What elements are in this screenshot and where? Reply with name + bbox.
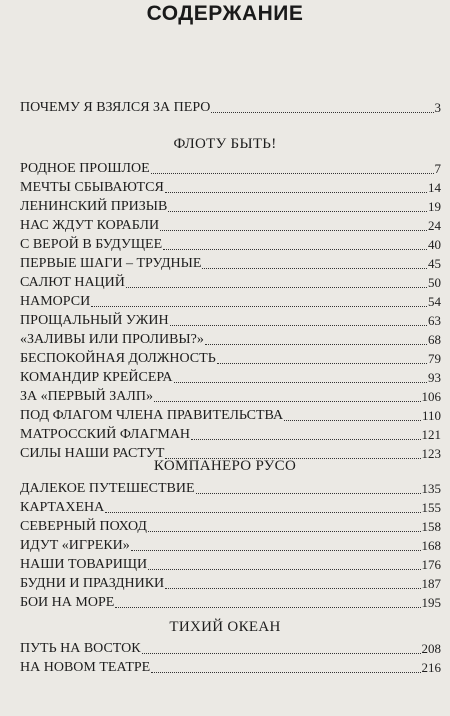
- entry-title: КАРТАХЕНА: [20, 500, 105, 515]
- entry-title: ПЕРВЫЕ ШАГИ – ТРУДНЫЕ: [20, 256, 202, 271]
- dot-leader: [217, 363, 427, 364]
- toc-entry[interactable]: [20, 424, 441, 443]
- toc-entry[interactable]: [20, 158, 441, 177]
- entry-title: СИЛЫ НАШИ РАСТУТ: [20, 446, 165, 461]
- entry-page: 110: [421, 408, 441, 423]
- toc-entry[interactable]: [20, 367, 441, 386]
- dot-leader: [115, 607, 420, 608]
- entry-title: БУДНИ И ПРАЗДНИКИ: [20, 576, 165, 591]
- entry-page: 3: [434, 100, 441, 115]
- dot-leader: [160, 230, 427, 231]
- section-heading: КОМПАНЕРО РУСО: [153, 458, 297, 474]
- toc-entry[interactable]: [20, 405, 441, 424]
- toc-entry[interactable]: [20, 638, 441, 657]
- entry-title: ЛЕНИНСКИЙ ПРИЗЫВ: [20, 199, 168, 214]
- toc-entry[interactable]: [20, 215, 441, 234]
- dot-leader: [202, 268, 427, 269]
- entry-title: МАТРОССКИЙ ФЛАГМАН: [20, 427, 191, 442]
- dot-leader: [105, 512, 420, 513]
- toc-entry[interactable]: [20, 310, 441, 329]
- entry-title: БОИ НА МОРЕ: [20, 595, 115, 610]
- dot-leader: [170, 325, 427, 326]
- entry-title: ПРОЩАЛЬНЫЙ УЖИН: [20, 313, 169, 328]
- entry-page: 208: [421, 641, 441, 656]
- entry-title: БЕСПОКОЙНАЯ ДОЛЖНОСТЬ: [20, 351, 216, 366]
- toc-section-3: [20, 638, 441, 676]
- entry-title: НАС ЖДУТ КОРАБЛИ: [20, 218, 160, 233]
- entry-title: СЕВЕРНЫЙ ПОХОД: [20, 519, 147, 534]
- entry-page: 106: [421, 389, 441, 404]
- entry-page: 168: [421, 538, 441, 553]
- entry-page: 45: [428, 256, 441, 271]
- entry-page: 187: [421, 576, 441, 591]
- toc-entry[interactable]: [20, 234, 441, 253]
- entry-page: 14: [428, 180, 441, 195]
- entry-title: С ВЕРОЙ В БУДУЩЕЕ: [20, 237, 163, 252]
- dot-leader: [154, 401, 421, 402]
- toc-entry[interactable]: [20, 535, 441, 554]
- section-heading: ФЛОТУ БЫТЬ!: [173, 136, 277, 152]
- dot-leader: [163, 249, 427, 250]
- entry-page: 123: [421, 446, 441, 461]
- dot-leader: [148, 569, 420, 570]
- toc-entry[interactable]: [20, 253, 441, 272]
- entry-title: ЗА «ПЕРВЫЙ ЗАЛП»: [20, 389, 153, 404]
- entry-title: НАШИ ТОВАРИЩИ: [20, 557, 148, 572]
- entry-page: 19: [428, 199, 441, 214]
- section-heading: ТИХИЙ ОКЕАН: [169, 619, 281, 635]
- dot-leader: [191, 439, 420, 440]
- dot-leader: [205, 344, 427, 345]
- entry-page: 93: [428, 370, 441, 385]
- entry-title: РОДНОЕ ПРОШЛОЕ: [20, 161, 150, 176]
- toc-intro: [20, 97, 441, 116]
- entry-title: САЛЮТ НАЦИЙ: [20, 275, 125, 290]
- entry-title: ДАЛЕКОЕ ПУТЕШЕСТВИЕ: [20, 481, 195, 496]
- toc-entry[interactable]: [20, 554, 441, 573]
- toc-section-2: [20, 478, 441, 611]
- dot-leader: [131, 550, 421, 551]
- toc-entry[interactable]: [20, 196, 441, 215]
- entry-page: 79: [428, 351, 441, 366]
- dot-leader: [91, 306, 427, 307]
- entry-page: 135: [421, 481, 441, 496]
- toc-entry[interactable]: [20, 177, 441, 196]
- toc-entry[interactable]: [20, 348, 441, 367]
- entry-title: ИДУТ «ИГРЕКИ»: [20, 538, 130, 553]
- entry-title: КОМАНДИР КРЕЙСЕРА: [20, 370, 173, 385]
- toc-entry[interactable]: [20, 478, 441, 497]
- entry-title: ПОЧЕМУ Я ВЗЯЛСЯ ЗА ПЕРО: [20, 100, 211, 115]
- dot-leader: [148, 531, 421, 532]
- entry-title: НАМОРСИ: [20, 294, 91, 309]
- dot-leader: [211, 112, 433, 113]
- dot-leader: [165, 588, 420, 589]
- toc-entry[interactable]: [20, 573, 441, 592]
- toc-entry[interactable]: [20, 329, 441, 348]
- entry-page: 63: [428, 313, 441, 328]
- dot-leader: [151, 173, 434, 174]
- entry-page: 155: [421, 500, 441, 515]
- toc-section-1: [20, 158, 441, 462]
- entry-title: НА НОВОМ ТЕАТРЕ: [20, 660, 151, 675]
- entry-page: 121: [421, 427, 441, 442]
- entry-page: 50: [428, 275, 441, 290]
- entry-page: 195: [421, 595, 441, 610]
- entry-page: 158: [421, 519, 441, 534]
- toc-entry[interactable]: [20, 516, 441, 535]
- entry-page: 40: [428, 237, 441, 252]
- toc-entry[interactable]: [20, 386, 441, 405]
- dot-leader: [142, 653, 421, 654]
- dot-leader: [151, 672, 420, 673]
- toc-entry[interactable]: [20, 657, 441, 676]
- entry-page: 176: [421, 557, 441, 572]
- dot-leader: [284, 420, 421, 421]
- toc-entry[interactable]: [20, 291, 441, 310]
- entry-page: 7: [434, 161, 441, 176]
- dot-leader: [196, 493, 421, 494]
- entry-page: 68: [428, 332, 441, 347]
- toc-entry[interactable]: [20, 97, 441, 116]
- entry-title: МЕЧТЫ СБЫВАЮТСЯ: [20, 180, 164, 195]
- entry-title: ПУТЬ НА ВОСТОК: [20, 641, 141, 656]
- toc-entry[interactable]: [20, 272, 441, 291]
- entry-page: 54: [428, 294, 441, 309]
- entry-title: «ЗАЛИВЫ ИЛИ ПРОЛИВЫ?»: [20, 332, 204, 347]
- toc-entry[interactable]: [20, 592, 441, 611]
- dot-leader: [174, 382, 428, 383]
- toc-entry[interactable]: [20, 497, 441, 516]
- page-title: СОДЕРЖАНИЕ: [146, 2, 304, 25]
- entry-page: 216: [421, 660, 441, 675]
- dot-leader: [126, 287, 427, 288]
- dot-leader: [165, 192, 427, 193]
- dot-leader: [168, 211, 427, 212]
- entry-title: ПОД ФЛАГОМ ЧЛЕНА ПРАВИТЕЛЬСТВА: [20, 408, 284, 423]
- entry-page: 24: [428, 218, 441, 233]
